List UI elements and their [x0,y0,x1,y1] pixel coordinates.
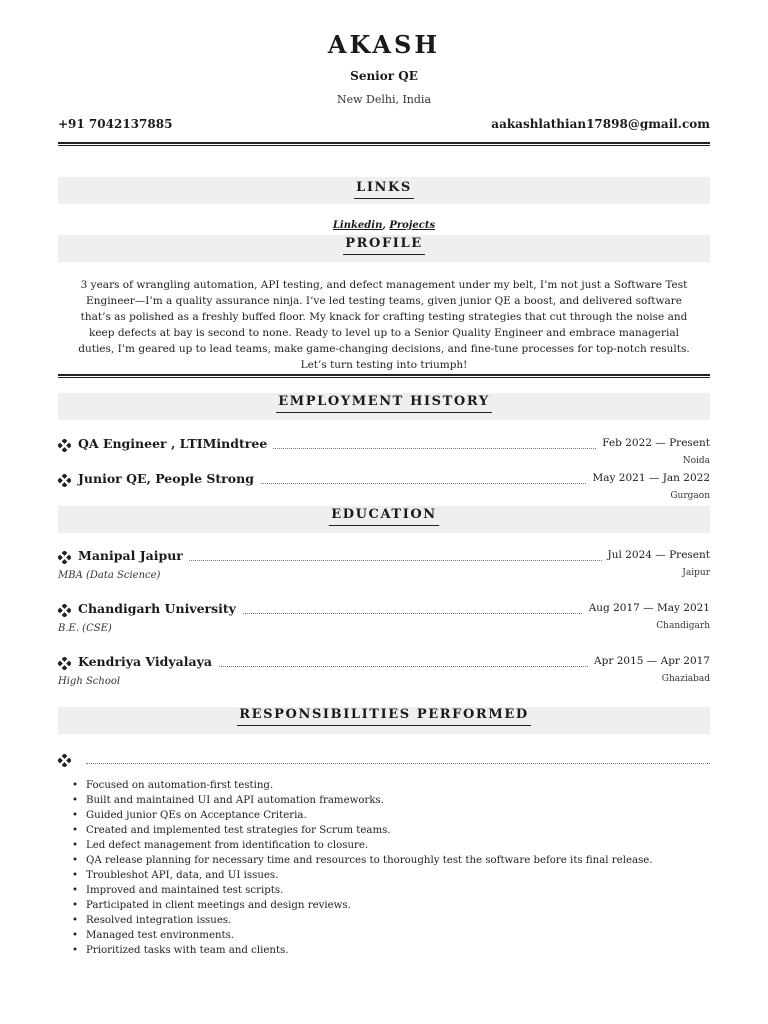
list-item: • Managed test environments. [72,928,692,943]
profile-divider [58,374,710,378]
education-degree: MBA (Data Science) [58,570,161,581]
employment-dates: May 2021 — Jan 2022 [587,472,710,484]
education-degree: B.E. (CSE) [58,623,112,634]
list-item: • Created and implemented test strategies for Scrum teams. [72,823,692,838]
education-location: Jaipur [682,568,710,578]
employment-location: Noida [682,456,710,466]
diamond-bullet-icon [58,754,71,767]
education-dates: Aug 2017 — May 2021 [583,602,710,614]
responsibilities-heading: RESPONSIBILITIES PERFORMED [237,707,530,726]
education-school: Kendriya Vidyalaya [78,654,218,669]
education-school: Manipal Jaipur [78,548,189,563]
header-divider [58,142,710,146]
list-item: • Resolved integration issues. [72,913,692,928]
diamond-bullet-icon [58,551,71,564]
list-item: • Prioritized tasks with team and clients. [72,943,692,958]
diamond-bullet-icon [58,657,71,670]
education-dates: Apr 2015 — Apr 2017 [588,655,710,667]
job-title: Senior QE [350,69,418,83]
education-location: Chandigarh [656,621,710,631]
linkedin-link[interactable]: Linkedin [332,220,383,231]
responsibilities-list [72,778,692,958]
list-item: • Focused on automation-first testing. [72,778,692,793]
links-section-header [58,177,710,204]
employment-section-header [58,393,710,420]
education-entry [58,602,710,618]
employment-dates: Feb 2022 — Present [596,437,710,449]
education-heading: EDUCATION [329,507,439,526]
education-entry [58,655,710,671]
projects-link[interactable]: Projects [389,220,436,231]
links-row [0,220,768,231]
links-separator: , [382,220,390,231]
education-degree: High School [58,676,121,687]
list-item: • Guided junior QEs on Acceptance Criteria. [72,808,692,823]
employment-title: Junior QE, People Strong [78,471,260,486]
employment-location: Gurgaon [670,491,710,501]
education-location: Ghaziabad [661,674,710,684]
email-address[interactable]: aakashlathian17898@gmail.com [491,117,710,131]
location: New Delhi, India [336,93,432,106]
responsibilities-section-header [58,707,710,734]
list-item: • Troubleshot API, data, and UI issues. [72,868,692,883]
diamond-bullet-icon [58,439,71,452]
diamond-bullet-icon [58,604,71,617]
profile-summary: 3 years of wrangling automation, API testing, and defect management under my belt, I’m not just a Software Test Engineer—I’m a quality assurance ninja. I’ve led testing teams, given junior QE a boost, and delivered software that’s as polished as a freshly buffed floor. My knack for crafting testing strategies that cut through the noise and keep defects at bay is second to none. Ready to level up to a Senior Quality Engineer and embrace managerial duties, I’m geared up to lead teams, make game-changing decisions, and fine-tune processes for top-notch results. Let’s turn testing into triumph! [78,279,690,371]
education-entry [58,549,710,565]
profile-heading: PROFILE [343,236,424,255]
phone-number[interactable]: +91 7042137885 [58,117,173,131]
list-item: • QA release planning for necessary time and resources to thoroughly test the software before its final release. [72,853,692,868]
employment-title: QA Engineer , LTIMindtree [78,436,273,451]
links-heading: LINKS [354,180,414,199]
diamond-bullet-icon [58,474,71,487]
list-item: • Led defect management from identification to closure. [72,838,692,853]
list-item: • Built and maintained UI and API automation frameworks. [72,793,692,808]
education-section-header [58,506,710,533]
education-dates: Jul 2024 — Present [602,549,710,561]
dotted-leader [86,763,710,764]
profile-section-header [58,235,710,262]
employment-entry [58,472,710,488]
education-school: Chandigarh University [78,601,242,616]
list-item: • Participated in client meetings and design reviews. [72,898,692,913]
employment-entry [58,437,710,453]
employment-heading: EMPLOYMENT HISTORY [276,394,491,413]
list-item: • Improved and maintained test scripts. [72,883,692,898]
responsibilities-entry [58,752,710,768]
candidate-name: AKASH [327,30,441,59]
